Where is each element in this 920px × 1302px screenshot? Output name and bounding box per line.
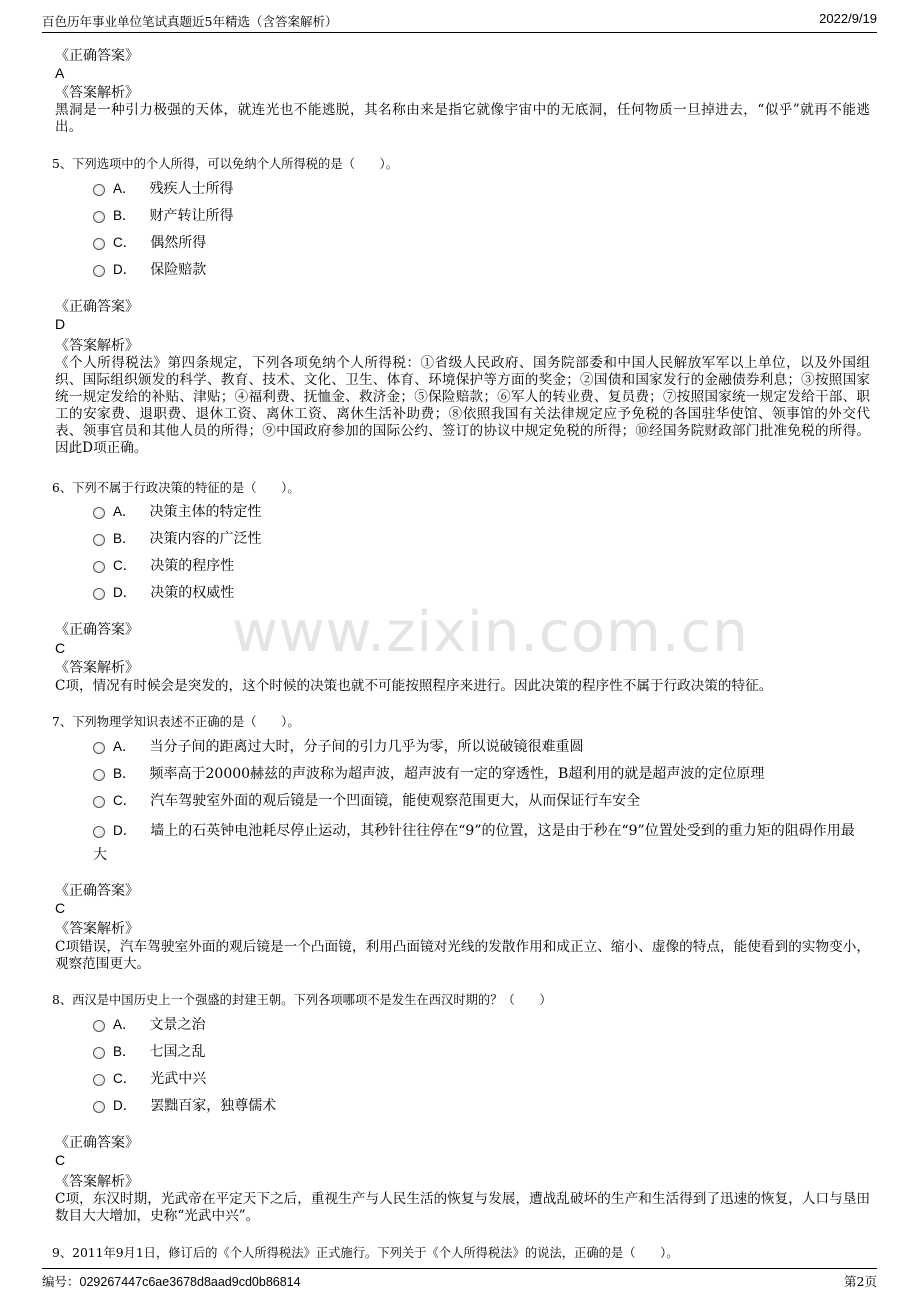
option-a[interactable]: A． 当分子间的距离过大时，分子间的引力几乎为零，所以说破镜很难重圆 [93,735,584,753]
radio-icon[interactable] [93,561,105,573]
option-a[interactable]: A． 残疾人士所得 [93,177,234,195]
radio-icon[interactable] [93,1074,105,1086]
radio-icon[interactable] [93,238,105,250]
explanation-label: 《答案解析》 [55,921,139,937]
correct-answer-label: 《正确答案》 [55,622,139,638]
question-text: 8、西汉是中国历史上一个强盛的封建王朝。下列各项哪项不是发生在西汉时期的？（ ） [52,993,552,1007]
question-text: 5、下列选项中的个人所得，可以免纳个人所得税的是（ ）。 [52,157,398,171]
option-c[interactable]: C． 偶然所得 [93,231,206,249]
radio-icon[interactable] [93,796,105,808]
radio-icon[interactable] [93,588,105,600]
explanation-label: 《答案解析》 [55,1174,139,1190]
correct-answer-value: A [55,65,65,81]
option-d[interactable]: D． 墙上的石英钟电池耗尽停止运动，其秒针往往停在“9”的位置，这是由于秒在“9”位置处受到的重力矩的阻碍作用最大 [93,823,855,863]
option-b[interactable]: B． 频率高于20000赫兹的声波称为超声波，超声波有一定的穿透性，B超利用的就是超声波的定位原理 [93,762,764,780]
question-text: 9、2011年9月1日，修订后的《个人所得税法》正式施行。下列关于《个人所得税法》的说法，正确的是（ ）。 [52,1246,679,1260]
radio-icon[interactable] [93,826,105,838]
correct-answer-label: 《正确答案》 [55,299,139,315]
option-d[interactable]: D． 保险赔款 [93,258,206,276]
document-code: 编号：029267447c6ae3678d8aad9cd0b86814 [42,1274,301,1289]
question-text: 7、下列物理学知识表述不正确的是（ ）。 [52,715,300,729]
question-text: 6、下列不属于行政决策的特征的是（ ）。 [52,481,300,495]
option-d[interactable]: D． 决策的权威性 [93,581,234,599]
explanation-text: C项，东汉时期，光武帝在平定天下之后，重视生产与人民生活的恢复与发展，遭战乱破坏的生产和生活得到了迅速的恢复，人口与垦田数目大大增加，史称“光武中兴”。 [55,1191,870,1224]
option-a[interactable]: A． 决策主体的特定性 [93,500,262,518]
correct-answer-value: C [55,1152,66,1168]
explanation-text: 《个人所得税法》第四条规定，下列各项免纳个人所得税：①省级人民政府、国务院部委和中国人民解放军军以上单位，以及外国组织、国际组织颁发的科学、教育、技术、文化、卫生、体育、环境保护等方面的奖金；②国债和国家发行的金融债券利息；③按照国家统一规定发给的补贴、津贴；④福利费、抚恤金、救济金；⑤保险赔款；⑥军人的转业费、复员费；⑦按照国家统一规定发给干部、职工的安家费、退职费、退休工资、离休工资、离休生活补助费；⑧依照我国有关法律规定应予免税的各国驻华使馆、领事馆的外交代表、领事官员和其他人员的所得；⑨中国政府参加的国际公约、签订的协议中规定免税的所得；⑩经国务院财政部门批准免税的所得。因此D项正确。 [55,355,870,456]
radio-icon[interactable] [93,211,105,223]
option-b[interactable]: B． 七国之乱 [93,1040,206,1058]
explanation-text: C项错误，汽车驾驶室外面的观后镜是一个凸面镜，利用凸面镜对光线的发散作用和成正立、缩小、虚像的特点，能使看到的实物变小，观察范围更大。 [55,939,870,972]
document-date: 2022/9/19 [819,11,877,26]
radio-icon[interactable] [93,507,105,519]
page-header [42,12,877,33]
radio-icon[interactable] [93,1047,105,1059]
radio-icon[interactable] [93,1020,105,1032]
correct-answer-value: C [55,900,66,916]
watermark: www.zixin.com.cn [232,600,749,665]
explanation-label: 《答案解析》 [55,338,139,354]
option-a[interactable]: A． 文景之治 [93,1013,206,1031]
radio-icon[interactable] [93,265,105,277]
correct-answer-value: D [55,316,66,332]
option-d[interactable]: D． 罢黜百家，独尊儒术 [93,1094,276,1112]
radio-icon[interactable] [93,1101,105,1113]
explanation-text: 黑洞是一种引力极强的天体，就连光也不能逃脱，其名称由来是指它就像宇宙中的无底洞，任何物质一旦掉进去，“似乎”就再不能逃出。 [55,102,870,135]
option-b[interactable]: B． 财产转让所得 [93,204,234,222]
explanation-text: C项，情况有时候会是突发的，这个时候的决策也就不可能按照程序来进行。因此决策的程序性不属于行政决策的特征。 [55,678,773,694]
radio-icon[interactable] [93,742,105,754]
explanation-label: 《答案解析》 [55,85,139,101]
option-b[interactable]: B． 决策内容的广泛性 [93,527,262,545]
page-number: 第2页 [844,1274,877,1289]
correct-answer-label: 《正确答案》 [55,883,139,899]
option-c[interactable]: C． 汽车驾驶室外面的观后镜是一个凹面镜，能使观察范围更大，从而保证行车安全 [93,789,640,807]
document-title: 百色历年事业单位笔试真题近5年精选（含答案解析） [42,14,338,29]
radio-icon[interactable] [93,769,105,781]
correct-answer-label: 《正确答案》 [55,1135,139,1151]
explanation-label: 《答案解析》 [55,660,139,676]
correct-answer-value: C [55,640,66,656]
correct-answer-label: 《正确答案》 [55,48,139,64]
radio-icon[interactable] [93,534,105,546]
option-c[interactable]: C． 决策的程序性 [93,554,234,572]
option-c[interactable]: C． 光武中兴 [93,1067,206,1085]
radio-icon[interactable] [93,184,105,196]
page-footer [42,1268,877,1289]
